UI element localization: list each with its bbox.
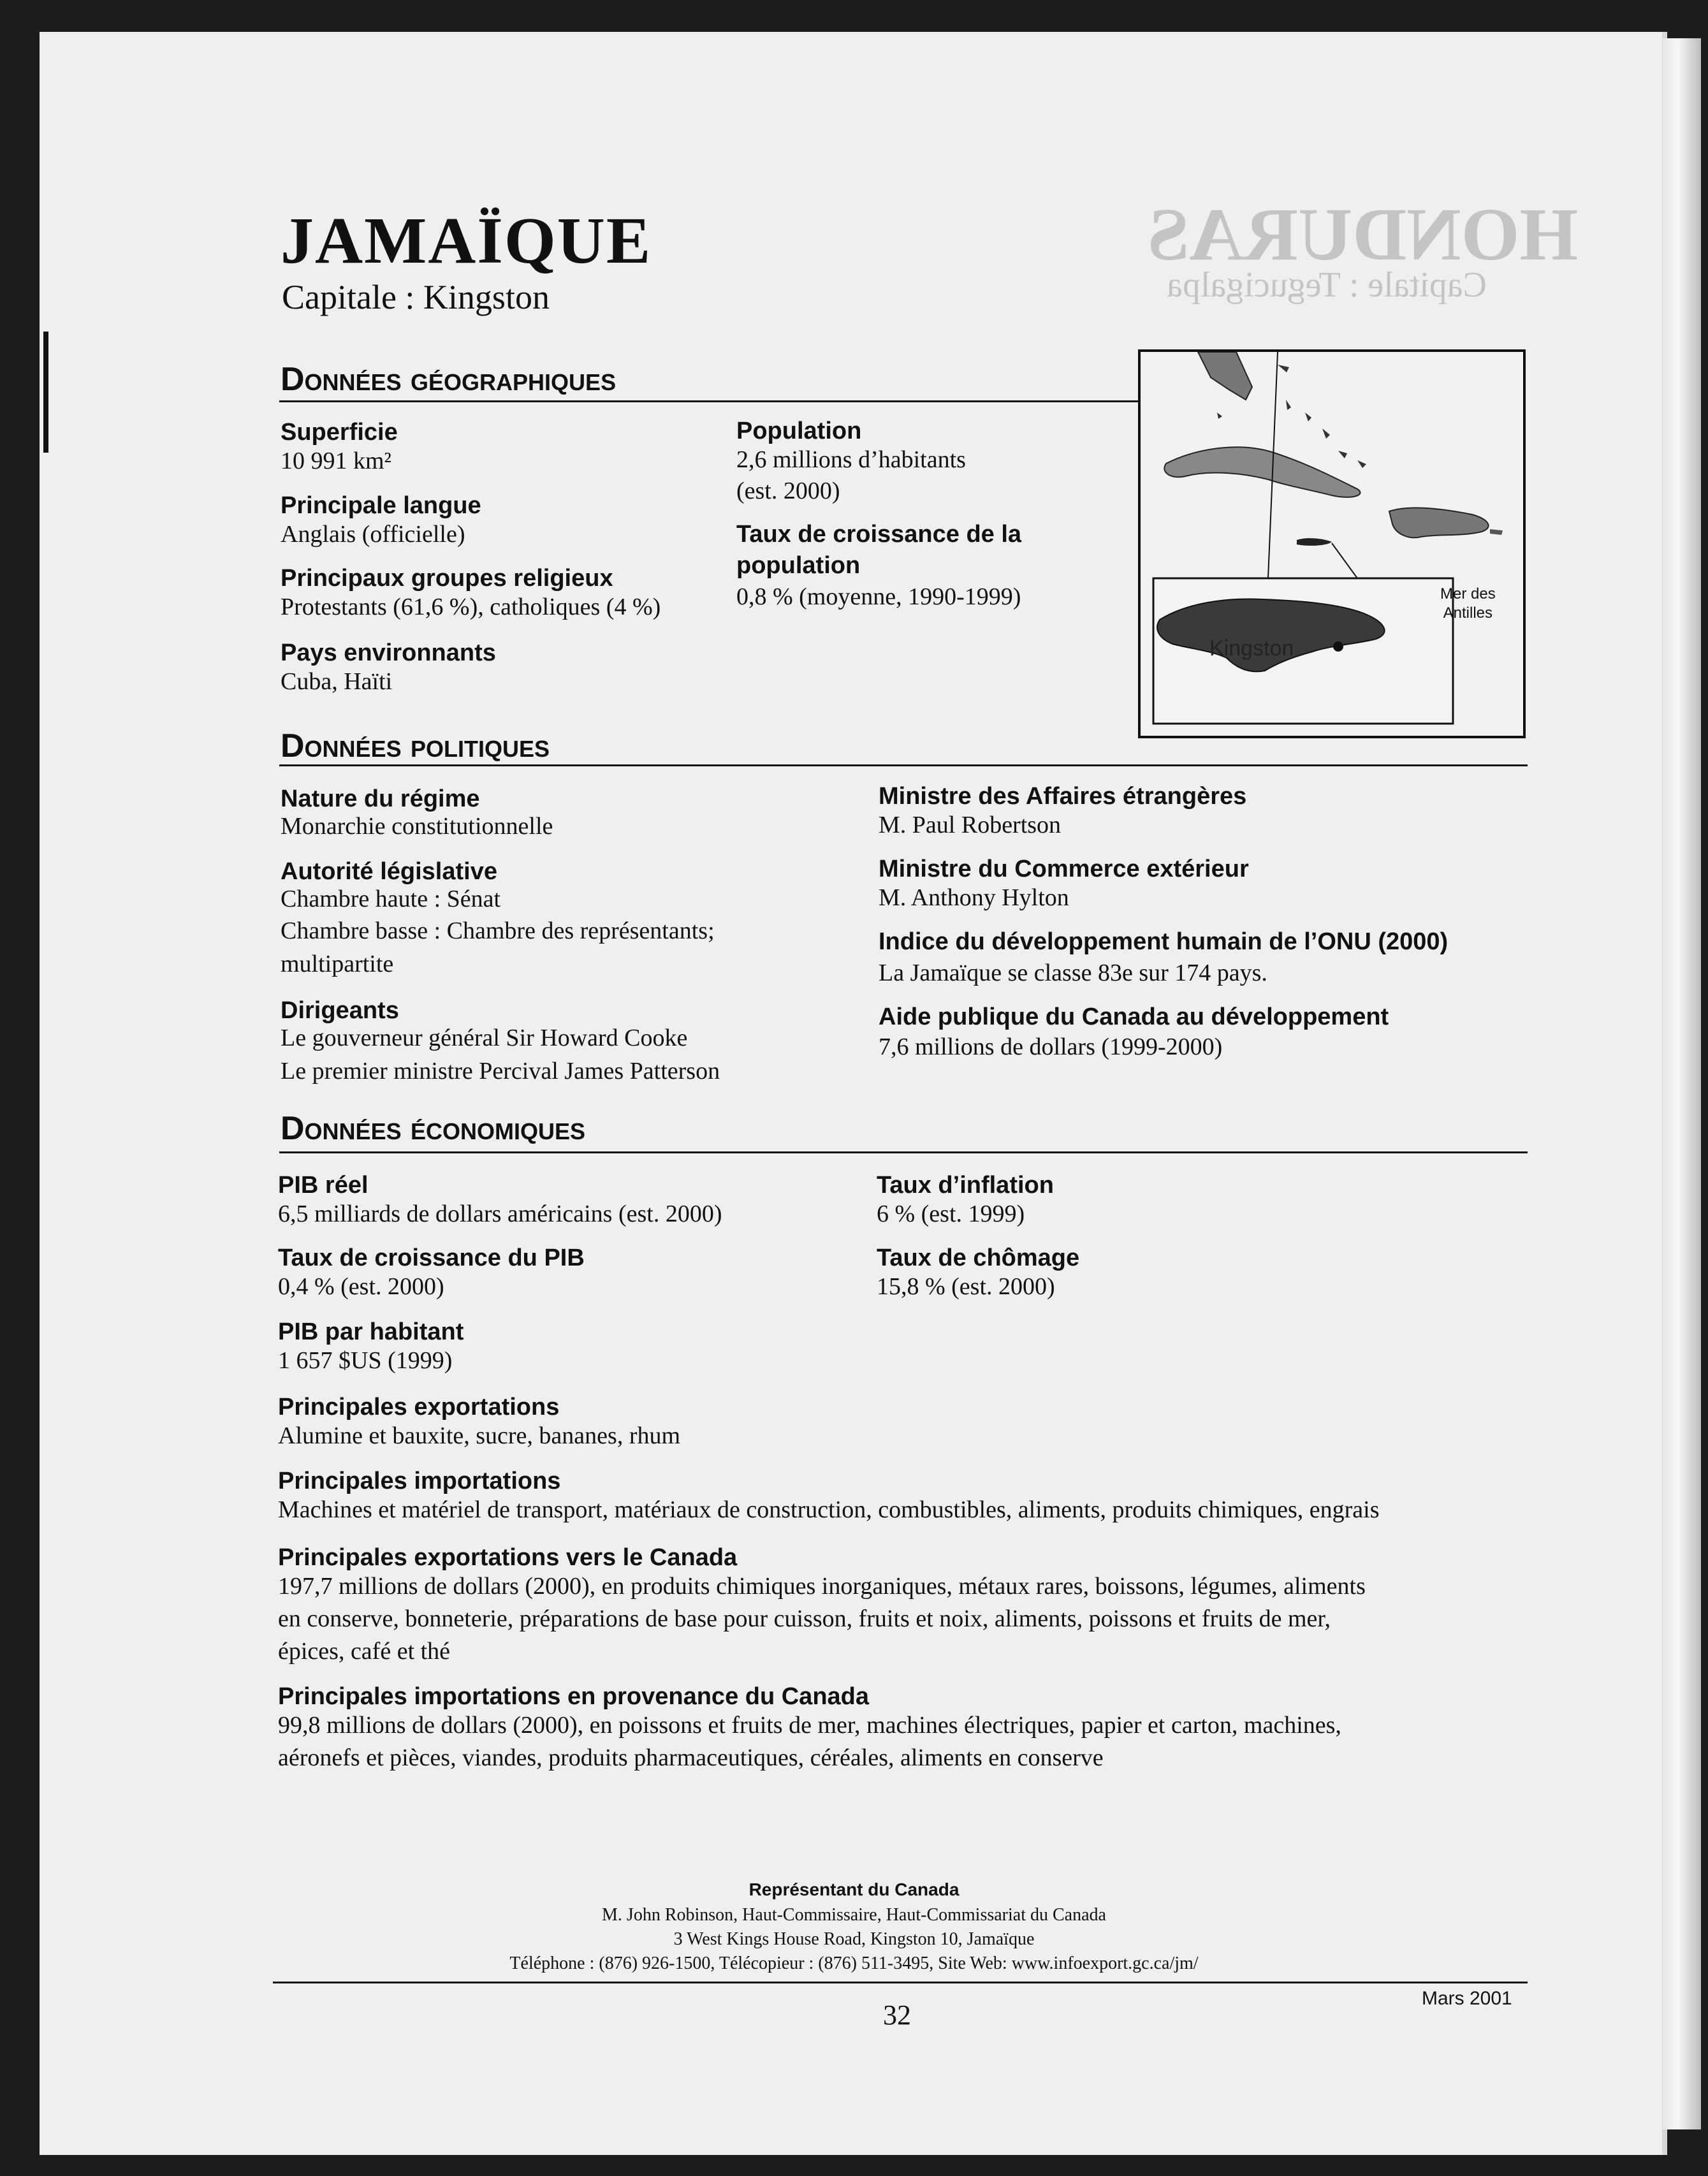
hispaniola-shape xyxy=(1389,508,1489,538)
pop-growth-value: 0,8 % (moyenne, 1990-1999) xyxy=(736,583,1021,610)
pib-growth-label: Taux de croissance du PIB xyxy=(278,1245,585,1271)
footer-line-3: Téléphone : (876) 926-1500, Télécopieur : (876) 511-3495, Site Web: www.infoexport.gc.ca/jm/ xyxy=(509,1953,1199,1973)
idh-value: La Jamaïque se classe 83e sur 174 pays. xyxy=(879,960,1267,986)
section-eco-heading: Données économiques xyxy=(281,1110,586,1147)
bleed-through-capital: Capitale : Tegucigalpa xyxy=(1167,265,1487,305)
exp-canada-value-2: en conserve, bonneterie, préparations de base pour cuisson, fruits et noix, aliments, poissons et fruits de mer, xyxy=(278,1605,1331,1632)
imports-label: Principales importations xyxy=(278,1468,561,1494)
mae-value: M. Paul Robertson xyxy=(879,812,1062,838)
exp-canada-value-1: 197,7 millions de dollars (2000), en produits chimiques inorganiques, métaux rares, boissons, légumes, aliments xyxy=(278,1573,1366,1600)
regime-value: Monarchie constitutionnelle xyxy=(281,813,553,840)
section-geo-rule xyxy=(279,400,1140,402)
footer-line-2: 3 West Kings House Road, Kingston 10, Jamaïque xyxy=(673,1929,1035,1949)
imports-value: Machines et matériel de transport, matériaux de construction, combustibles, aliments, produits chimiques, engrais xyxy=(278,1496,1380,1523)
pop-growth-label-1: Taux de croissance de la xyxy=(736,521,1022,548)
pointer-line-2 xyxy=(1332,543,1357,578)
langue-value: Anglais (officielle) xyxy=(281,521,465,548)
population-label: Population xyxy=(736,418,862,444)
exports-value: Alumine et bauxite, sucre, bananes, rhum xyxy=(278,1422,681,1449)
legislative-label: Autorité législative xyxy=(281,858,497,885)
superficie-label: Superficie xyxy=(281,419,398,446)
section-pol-rule xyxy=(279,764,1528,766)
dirigeants-label: Dirigeants xyxy=(281,997,399,1024)
page-edge xyxy=(1663,38,1701,2129)
map-graphic xyxy=(1141,352,1523,736)
exports-label: Principales exportations xyxy=(278,1394,560,1420)
imp-canada-label: Principales importations en provenance du Canada xyxy=(278,1683,870,1710)
imp-canada-value-1: 99,8 millions de dollars (2000), en poissons et fruits de mer, machines électriques, papier et carton, machines, xyxy=(278,1712,1341,1739)
aide-label: Aide publique du Canada au développement xyxy=(879,1004,1389,1030)
pib-habitant-label: PIB par habitant xyxy=(278,1318,464,1345)
section-eco-rule xyxy=(279,1151,1528,1153)
population-value-2: (est. 2000) xyxy=(736,478,840,504)
legislative-value-1: Chambre haute : Sénat xyxy=(281,886,501,912)
bleed-through-title: HONDURAS xyxy=(1148,193,1579,276)
footer-rule xyxy=(273,1982,1528,1983)
pib-habitant-value: 1 657 $US (1999) xyxy=(278,1347,453,1374)
mce-value: M. Anthony Hylton xyxy=(879,884,1069,911)
chomage-label: Taux de chômage xyxy=(877,1245,1080,1271)
superficie-value: 10 991 km² xyxy=(281,448,391,474)
footer-line-1: M. John Robinson, Haut-Commissaire, Haut-Commissariat du Canada xyxy=(602,1905,1106,1925)
inflation-value: 6 % (est. 1999) xyxy=(877,1201,1025,1227)
publication-date: Mars 2001 xyxy=(1422,1988,1512,2009)
map-kingston-label: Kingston xyxy=(1209,636,1294,661)
pib-label: PIB réel xyxy=(278,1172,369,1199)
legislative-value-3: multipartite xyxy=(281,951,394,977)
pib-growth-value: 0,4 % (est. 2000) xyxy=(278,1273,444,1300)
section-pol-heading: Données politiques xyxy=(281,727,550,764)
capital-line: Capitale : Kingston xyxy=(282,278,550,316)
religion-value: Protestants (61,6 %), catholiques (4 %) xyxy=(281,594,661,620)
footer-heading: Représentant du Canada xyxy=(748,1880,960,1899)
map-sea-label-2: Antilles xyxy=(1443,604,1493,622)
chomage-value: 15,8 % (est. 2000) xyxy=(877,1273,1055,1300)
regime-label: Nature du régime xyxy=(281,785,480,812)
section-geo-heading: Données géographiques xyxy=(281,361,617,398)
idh-label: Indice du développement humain de l’ONU (2000) xyxy=(879,928,1449,955)
florida-shape xyxy=(1198,352,1252,400)
mce-label: Ministre du Commerce extérieur xyxy=(879,856,1249,882)
dirigeants-value-1: Le gouverneur général Sir Howard Cooke xyxy=(281,1025,688,1051)
religion-label: Principaux groupes religieux xyxy=(281,565,613,592)
dirigeants-value-2: Le premier ministre Percival James Patterson xyxy=(281,1058,720,1084)
spine-mark xyxy=(43,332,48,453)
country-title: JAMAÏQUE xyxy=(281,204,652,277)
pib-value: 6,5 milliards de dollars américains (est. 2000) xyxy=(278,1201,722,1227)
jamaica-small-shape xyxy=(1297,538,1332,546)
imp-canada-value-2: aéronefs et pièces, viandes, produits pharmaceutiques, céréales, aliments en conserve xyxy=(278,1744,1104,1771)
kingston-dot xyxy=(1333,641,1343,652)
mae-label: Ministre des Affaires étrangères xyxy=(879,783,1247,810)
page-number: 32 xyxy=(883,1999,911,2031)
pop-growth-label-2: population xyxy=(736,552,861,579)
population-value-1: 2,6 millions d’habitants xyxy=(736,446,966,473)
langue-label: Principale langue xyxy=(281,492,481,519)
cuba-shape xyxy=(1164,447,1360,497)
puerto-rico-shape xyxy=(1490,529,1503,535)
exp-canada-label: Principales exportations vers le Canada xyxy=(278,1544,738,1571)
map-sea-label-1: Mer des xyxy=(1440,585,1496,602)
pays-value: Cuba, Haïti xyxy=(281,668,393,695)
aide-value: 7,6 millions de dollars (1999-2000) xyxy=(879,1033,1223,1060)
exp-canada-value-3: épices, café et thé xyxy=(278,1638,451,1665)
legislative-value-2: Chambre basse : Chambre des représentants; xyxy=(281,917,715,944)
map-sea-label xyxy=(1440,585,1496,623)
pays-label: Pays environnants xyxy=(281,639,496,666)
inflation-label: Taux d’inflation xyxy=(877,1172,1054,1199)
caribbean-map xyxy=(1138,349,1526,738)
